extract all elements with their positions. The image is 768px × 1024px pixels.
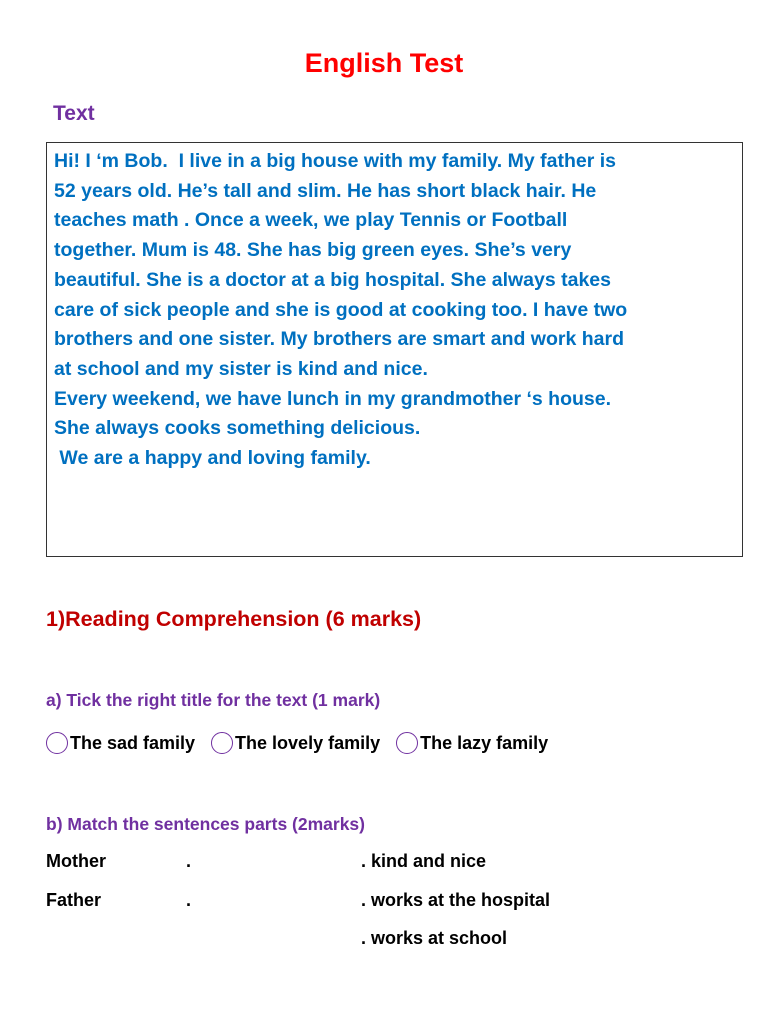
option-lazy-family[interactable]: [396, 732, 548, 754]
passage-line: She always cooks something delicious.: [54, 417, 421, 440]
title-options: [46, 732, 564, 754]
passage-line: brothers and one sister. My brothers are smart and work hard: [54, 328, 624, 351]
option-lovely-family[interactable]: [211, 732, 380, 754]
test-title: English Test: [304, 48, 464, 78]
option-sad-family[interactable]: [46, 732, 195, 754]
passage-line: at school and my sister is kind and nice.: [54, 357, 428, 380]
match-right-hospital: . works at the hospital: [361, 890, 551, 910]
match-left-dot[interactable]: .: [186, 851, 192, 871]
option-label: The sad family: [70, 732, 196, 753]
option-label: The lovely family: [235, 732, 381, 753]
match-left-mother: Mother: [46, 851, 106, 871]
passage-line: beautiful. She is a doctor at a big hospital. She always takes: [54, 268, 611, 291]
match-left-dot[interactable]: .: [186, 890, 192, 910]
passage-line: teaches math . Once a week, we play Tennis or Football: [54, 209, 568, 232]
option-label: The lazy family: [420, 732, 549, 753]
reading-comprehension-heading: 1)Reading Comprehension (6 marks): [46, 607, 422, 631]
passage-line: together. Mum is 48. She has big green eyes. She’s very: [54, 239, 572, 262]
reading-passage-box: [46, 142, 743, 557]
radio-circle-icon[interactable]: [211, 732, 233, 754]
part-b-instruction: b) Match the sentences parts (2marks): [46, 814, 365, 834]
text-section-label: Text: [53, 102, 95, 125]
radio-circle-icon[interactable]: [46, 732, 68, 754]
passage-line: We are a happy and loving family.: [54, 447, 371, 470]
match-left-father: Father: [46, 890, 102, 910]
passage-line: care of sick people and she is good at cooking too. I have two: [54, 298, 628, 321]
part-a-instruction: a) Tick the right title for the text (1 mark): [46, 690, 381, 710]
match-right-school: . works at school: [361, 928, 508, 948]
match-right-kind: . kind and nice: [361, 851, 487, 871]
passage-line: Hi! I ‘m Bob. I live in a big house with my family. My father is: [54, 150, 616, 172]
passage-line: 52 years old. He’s tall and slim. He has short black hair. He: [54, 179, 597, 202]
radio-circle-icon[interactable]: [396, 732, 418, 754]
passage-line: Every weekend, we have lunch in my grandmother ‘s house.: [54, 387, 612, 410]
